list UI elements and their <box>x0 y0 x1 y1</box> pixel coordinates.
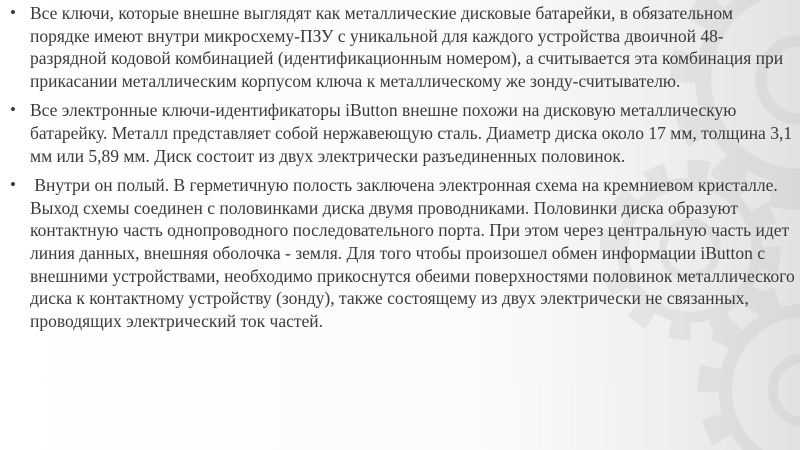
bullet-item <box>6 2 796 92</box>
bullet-text: Все ключи, которые внешне выглядят как металлические дисковые батарейки, в обязательном порядке имеют внутри микросхему-ПЗУ с уникальной для каждого устройства двоичной 48-разрядной кодовой комбинацией (идентификационным номером), а считывается эта комбинация при прикасании металлическим корпусом ключа к металлическому же зонду-считывателю. <box>30 3 784 91</box>
bullet-marker: • <box>10 100 16 120</box>
bullet-item <box>6 174 800 332</box>
bullet-marker: • <box>10 3 16 22</box>
bullet-list <box>6 2 800 332</box>
bullet-marker: • <box>10 175 16 195</box>
slide-body <box>6 2 800 339</box>
bullet-text: Все электронные ключи-идентификаторы iButton внешне похожи на дисковую металлическую батарейку. Металл представляет собой нержавеющую сталь. Диаметр диска около 17 мм, толщина 3,1 мм или 5,89 мм. Диск состоит из двух электрически разъединенных половинок. <box>30 100 793 166</box>
bullet-item <box>6 99 796 167</box>
bullet-text: Внутри он полый. В герметичную полость заключена электронная схема на кремниевом кристалле. Выход схемы соединен с половинками диска двумя проводниками. Половинки диска образуют контактную часть однопроводного последовательного порта. При этом через центральную часть идет линия данных, внешняя оболочка - земля. Для того чтобы произошел обмен информации iButton с внешними устройствами, необходимо прикоснутся обеими поверхностями половинок металлического диска к контактному устройству (зонду), также состоящему из двух электрически не связанных, проводящих электрический ток частей. <box>30 175 800 331</box>
